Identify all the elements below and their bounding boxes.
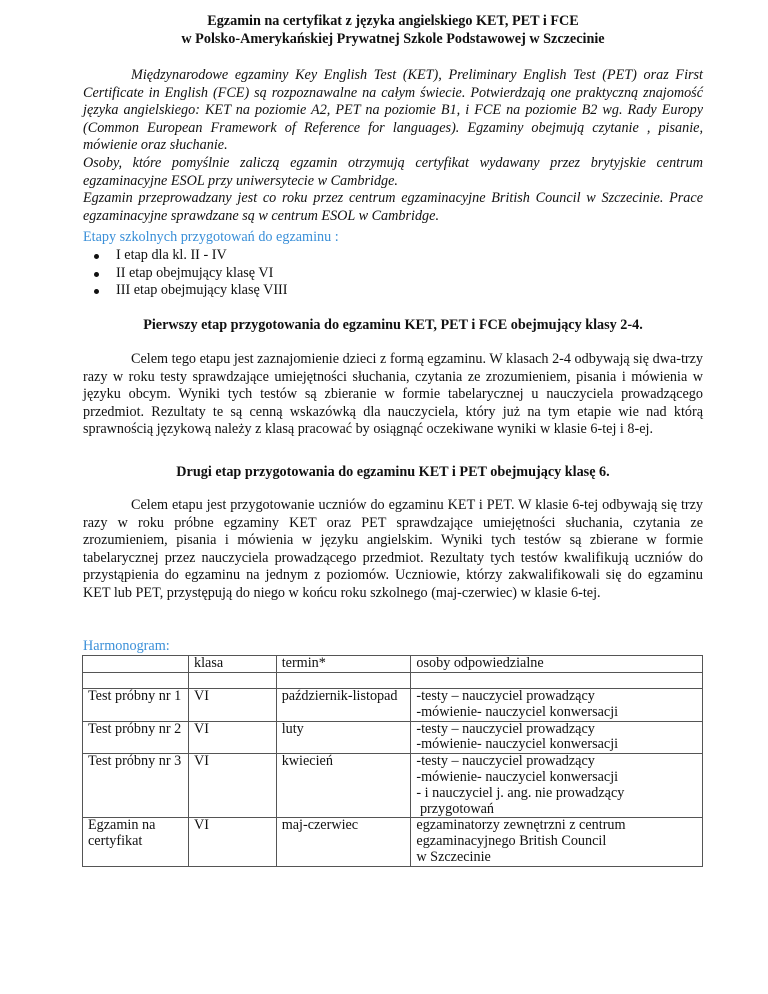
title-line-2: w Polsko-Amerykańskiej Prywatnej Szkole Podstawowej w Szczecinie — [181, 31, 605, 47]
intro-section — [83, 67, 703, 225]
row-termin: kwiecień — [276, 754, 411, 818]
header-cell: termin* — [276, 656, 411, 673]
table-row — [83, 754, 703, 818]
stage-item: III etap obejmujący klasę VIII — [83, 282, 288, 300]
row-klasa: VI — [188, 721, 276, 754]
section-1-body — [83, 351, 703, 439]
header-cell — [83, 656, 189, 673]
header-cell: osoby odpowiedzialne — [411, 656, 703, 673]
stage-item: II etap obejmujący klasę VI — [83, 265, 288, 283]
row-klasa: VI — [188, 818, 276, 866]
section-1-heading: Pierwszy etap przygotowania do egzaminu KET, PET i FCE obejmujący klasy 2-4. — [143, 317, 643, 333]
row-termin: luty — [276, 721, 411, 754]
intro-paragraph-1: Międzynarodowe egzaminy Key English Test (KET), Preliminary English Test (PET) oraz First Certificate in English (FCE) są rozpoznawalne na całym świecie. Potwierdzają one praktyczną znajomość języka angielskiego: KET na poziomie A2, PET na poziomie B1, i FCE na poziomie B2 wg. Rady Europy (Common European Framework of Reference for languages). Egzaminy obejmują czytanie , pisanie, mówienie oraz słuchanie. — [83, 67, 703, 154]
table-row — [83, 818, 703, 866]
intro-paragraph-3: Egzamin przeprowadzany jest co roku przez centrum egzaminacyjne British Council w Szczecinie. Prace egzaminacyjne sprawdzane są w centrum ESOL w Cambridge. — [83, 190, 703, 224]
table-header-row — [83, 656, 703, 673]
table-row — [83, 689, 703, 722]
row-osoby: -testy – nauczyciel prowadzący -mówienie- nauczyciel konwersacji — [411, 689, 703, 722]
section-1-paragraph: Celem tego etapu jest zaznajomienie dzieci z formą egzaminu. W klasach 2-4 odbywają się dwa-trzy razy w roku testy sprawdzające umiejętności słuchania, czytania ze zrozumieniem, pisania i mówienia w języku obcym. Wyniki tych testów są zbieranie w formie tabelarycznej u nauczyciela prowadzącego przedmiot. Rezultaty te są cenną wskazówką dla nauczyciela, który już na tym etapie wie nad którą sprawnością językową należy z klasą pracować by osiągnąć oczekiwane wyniki w klasie 6-tej i 8-ej. — [83, 351, 703, 438]
row-klasa: VI — [188, 689, 276, 722]
stage-item: I etap dla kl. II - IV — [83, 247, 288, 265]
section-2-paragraph: Celem etapu jest przygotowanie uczniów do egzaminu KET i PET. W klasie 6-tej odbywają się trzy razy w roku próbne egzaminy KET oraz PET sprawdzające umiejętności słuchania, czytania ze zrozumieniem, pisania i mówienia w języku angielskim. Wyniki tych testów są zbierane w formie tabelarycznej przez nauczyciela prowadzącego przedmiot. Rezultaty tych testów kwalifikują uczniów do przystąpienia do egzaminu na jednym z poziomów. Uczniowie, którzy zakwalifikowali się do egzaminu KET lub PET, przystępują do niego w końcu roku szkolnego (maj-czerwiec) w klasie 6-tej. — [83, 497, 703, 601]
header-cell: klasa — [188, 656, 276, 673]
stages-heading: Etapy szkolnych przygotowań do egzaminu : — [83, 229, 339, 245]
schedule-table — [82, 655, 703, 867]
table-empty-row — [83, 673, 703, 689]
document-title — [83, 12, 703, 48]
row-osoby: -testy – nauczyciel prowadzący -mówienie- nauczyciel konwersacji - i nauczyciel j. ang. nie prowadzący przygotowań — [411, 754, 703, 818]
row-termin: październik-listopad — [276, 689, 411, 722]
row-termin: maj-czerwiec — [276, 818, 411, 866]
row-name: Test próbny nr 1 — [83, 689, 189, 722]
row-klasa: VI — [188, 754, 276, 818]
intro-paragraph-2: Osoby, które pomyślnie zaliczą egzamin otrzymują certyfikat wydawany przez brytyjskie centrum egzaminacyjne ESOL przy uniwersytecie w Cambridge. — [83, 154, 703, 189]
row-name: Test próbny nr 3 — [83, 754, 189, 818]
table-row — [83, 721, 703, 754]
section-2-body — [83, 497, 703, 603]
row-osoby: egzaminatorzy zewnętrzni z centrum egzaminacyjnego British Council w Szczecinie — [411, 818, 703, 866]
row-name: Egzamin na certyfikat — [83, 818, 189, 866]
stages-list — [83, 247, 288, 300]
section-2-heading: Drugi etap przygotowania do egzaminu KET i PET obejmujący klasę 6. — [176, 464, 610, 480]
schedule-heading: Harmonogram: — [83, 638, 170, 654]
row-osoby: -testy – nauczyciel prowadzący -mówienie- nauczyciel konwersacji — [411, 721, 703, 754]
title-line-1: Egzamin na certyfikat z języka angielskiego KET, PET i FCE — [207, 13, 579, 29]
row-name: Test próbny nr 2 — [83, 721, 189, 754]
